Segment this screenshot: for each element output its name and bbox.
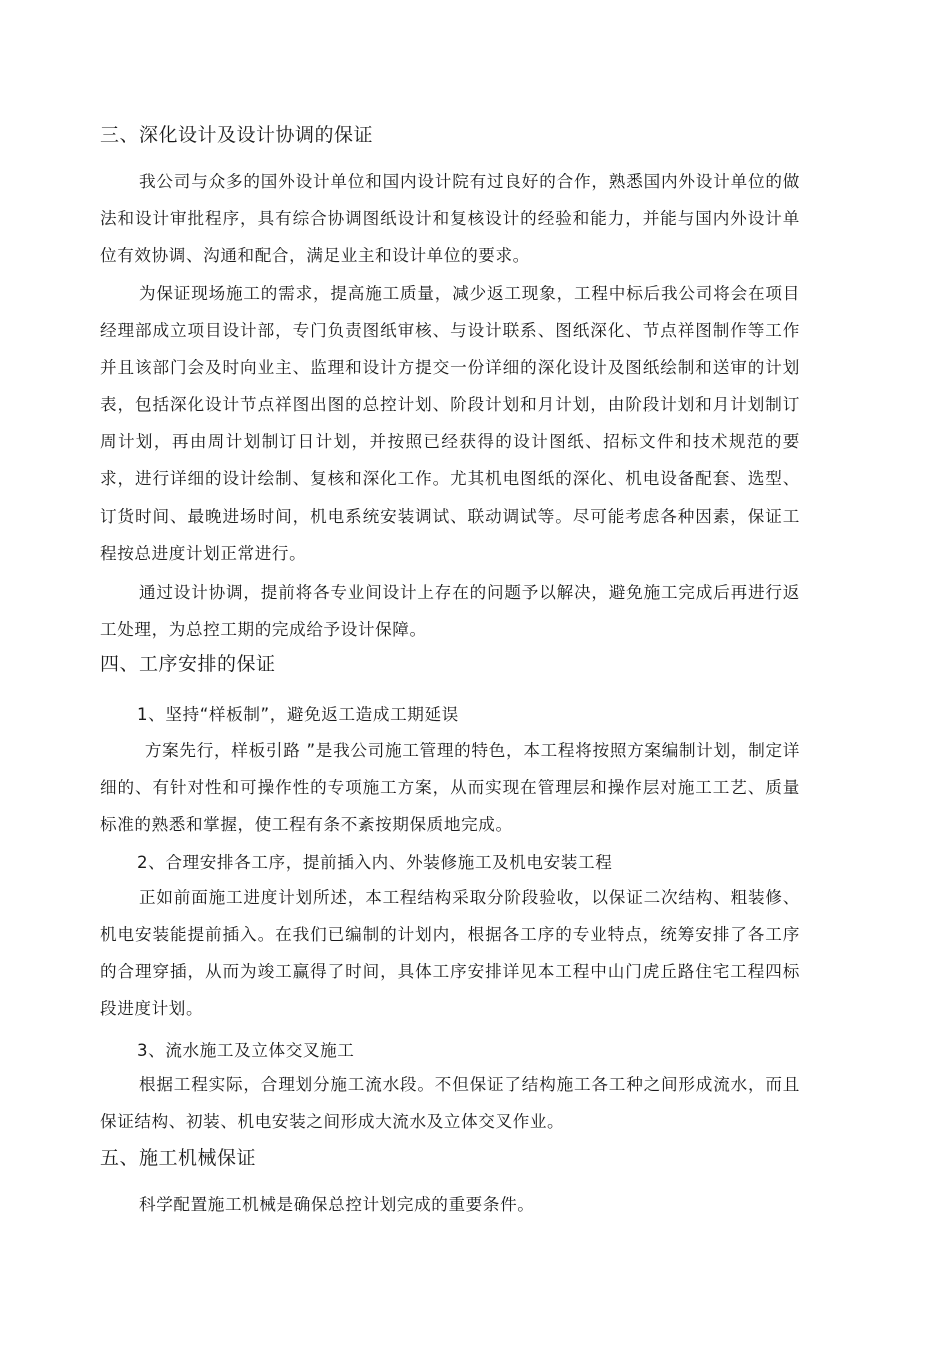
- section-3-paragraph-3: 通过设计协调，提前将各专业间设计上存在的问题予以解决，避免施工完成后再进行返工处理，为总控工期的完成给予设计保障。: [100, 583, 800, 640]
- section-4-subheading-1: 1、坚持“样板制”，避免返工造成工期延误: [137, 705, 459, 724]
- section-4-paragraph-2: 正如前面施工进度计划所述，本工程结构采取分阶段验收，以保证二次结构、粗装修、机电安装能提前插入。在我们已编制的计划内，根据各工序的专业特点，统筹安排了各工序的合理穿插，从而为竣工赢得了时间，具体工序安排详见本工程中山门虎丘路住宅工程四标段进度计划。: [100, 888, 800, 1019]
- section-3-title: 三、深化设计及设计协调的保证: [100, 124, 374, 146]
- section-3-paragraph-1: 我公司与众多的国外设计单位和国内设计院有过良好的合作，熟悉国内外设计单位的做法和设计审批程序，具有综合协调图纸设计和复核设计的经验和能力，并能与国内外设计单位有效协调、沟通和配合，满足业主和设计单位的要求。: [100, 172, 800, 266]
- section-5-title: 五、施工机械保证: [100, 1147, 257, 1169]
- section-4-paragraph-3: 根据工程实际，合理划分施工流水段。不但保证了结构施工各工种之间形成流水，而且保证结构、初装、机电安装之间形成大流水及立体交叉作业。: [100, 1075, 800, 1132]
- section-4-subheading-3: 3、流水施工及立体交叉施工: [137, 1041, 355, 1060]
- section-4-subheading-2: 2、合理安排各工序，提前插入内、外装修施工及机电安装工程: [137, 853, 613, 872]
- section-3-paragraph-2: 为保证现场施工的需求，提高施工质量，减少返工现象，工程中标后我公司将会在项目经理部成立项目设计部，专门负责图纸审核、与设计联系、图纸深化、节点祥图制作等工作并且该部门会及时向业主、监理和设计方提交一份详细的深化设计及图纸绘制和送审的计划表，包括深化设计节点祥图出图的总控计划、阶段计划和月计划，由阶段计划和月计划制订周计划，再由周计划制订日计划，并按照已经获得的设计图纸、招标文件和技术规范的要求，进行详细的设计绘制、复核和深化工作。尤其机电图纸的深化、机电设备配套、选型、订货时间、最晚进场时间，机电系统安装调试、联动调试等。尽可能考虑各种因素，保证工程按总进度计划正常进行。: [100, 284, 800, 563]
- section-5-paragraph-1: 科学配置施工机械是确保总控计划完成的重要条件。: [139, 1195, 535, 1214]
- section-4-paragraph-1: 方案先行，样板引路 ”是我公司施工管理的特色，本工程将按照方案编制计划，制定详细的、有针对性和可操作性的专项施工方案，从而实现在管理层和操作层对施工工艺、质量标准的熟悉和掌握，使工程有条不紊按期保质地完成。: [100, 741, 800, 835]
- section-4-title: 四、工序安排的保证: [100, 653, 276, 675]
